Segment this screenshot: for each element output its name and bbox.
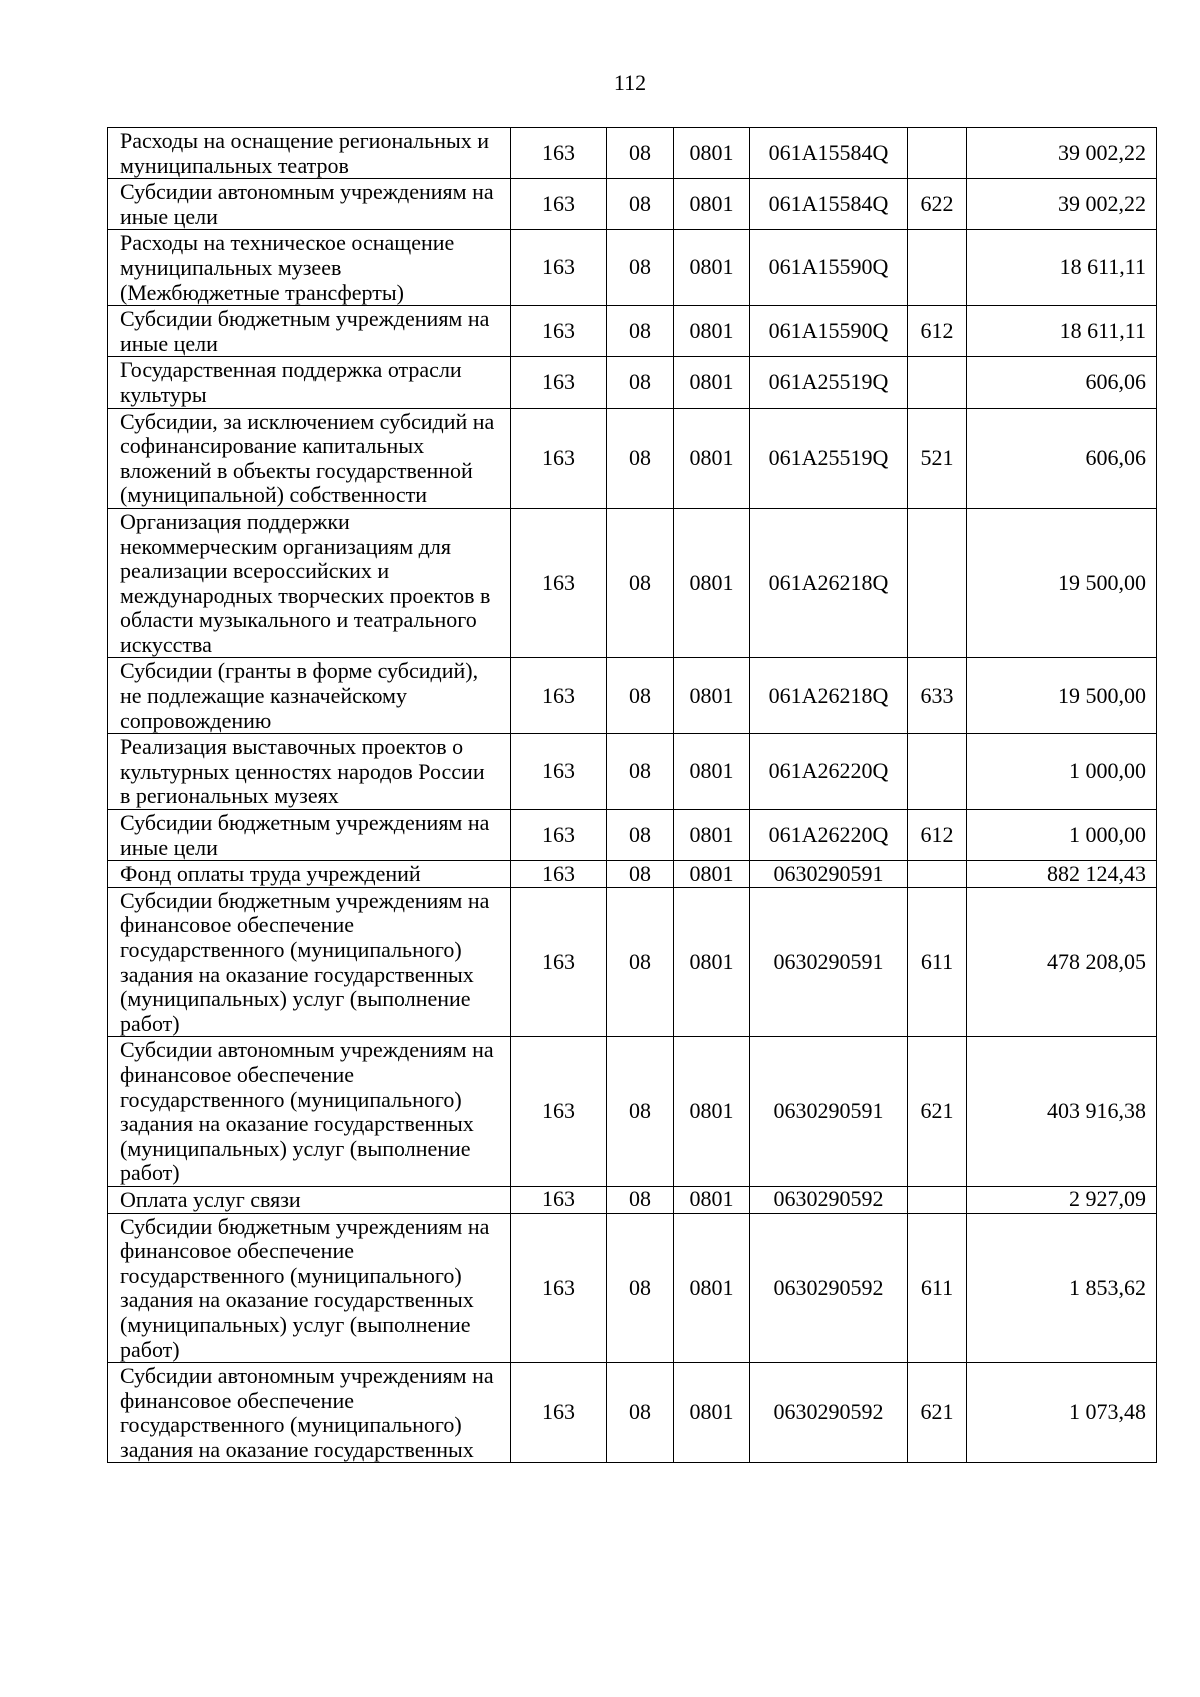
cell-subsection: 0801 — [674, 1213, 750, 1363]
cell-name: Субсидии, за исключением субсидий на софинансирование капитальных вложений в объекты государственной (муниципальной) собственности — [108, 408, 511, 508]
cell-name: Расходы на техническое оснащение муниципальных музеев (Межбюджетные трансферты) — [108, 230, 511, 306]
cell-target-article: 0630290591 — [750, 887, 908, 1037]
cell-target-article: 061A15584Q — [750, 179, 908, 230]
cell-target-article: 0630290592 — [750, 1213, 908, 1363]
cell-grbs: 163 — [511, 306, 607, 357]
cell-target-article: 061A25519Q — [750, 357, 908, 408]
cell-amount: 882 124,43 — [967, 861, 1157, 888]
cell-subsection: 0801 — [674, 179, 750, 230]
table-row — [108, 1213, 1157, 1363]
cell-subsection: 0801 — [674, 1037, 750, 1187]
cell-grbs: 163 — [511, 658, 607, 734]
cell-name: Организация поддержки некоммерческим организациям для реализации всероссийских и международных творческих проектов в области музыкального и театрального искусства — [108, 508, 511, 658]
cell-amount: 19 500,00 — [967, 508, 1157, 658]
cell-name: Государственная поддержка отрасли культуры — [108, 357, 511, 408]
cell-subsection: 0801 — [674, 810, 750, 861]
cell-target-article: 0630290592 — [750, 1186, 908, 1213]
cell-section: 08 — [607, 408, 674, 508]
cell-name: Субсидии бюджетным учреждениям на иные цели — [108, 306, 511, 357]
cell-grbs: 163 — [511, 179, 607, 230]
table-row — [108, 357, 1157, 408]
cell-section: 08 — [607, 230, 674, 306]
cell-amount: 1 000,00 — [967, 810, 1157, 861]
cell-grbs: 163 — [511, 1037, 607, 1187]
cell-expense-type: 621 — [908, 1037, 967, 1187]
cell-expense-type: 612 — [908, 810, 967, 861]
table-row — [108, 658, 1157, 734]
cell-expense-type — [908, 861, 967, 888]
cell-grbs: 163 — [511, 810, 607, 861]
cell-name: Субсидии (гранты в форме субсидий), не подлежащие казначейскому сопровождению — [108, 658, 511, 734]
cell-target-article: 0630290591 — [750, 1037, 908, 1187]
cell-subsection: 0801 — [674, 1186, 750, 1213]
cell-target-article: 0630290592 — [750, 1363, 908, 1463]
cell-expense-type: 612 — [908, 306, 967, 357]
cell-name: Субсидии бюджетным учреждениям на иные цели — [108, 810, 511, 861]
cell-amount: 2 927,09 — [967, 1186, 1157, 1213]
table-row — [108, 306, 1157, 357]
cell-amount: 1 000,00 — [967, 734, 1157, 810]
cell-amount: 18 611,11 — [967, 230, 1157, 306]
table-row — [108, 230, 1157, 306]
table-row — [108, 508, 1157, 658]
cell-subsection: 0801 — [674, 357, 750, 408]
table-row — [108, 1037, 1157, 1187]
cell-target-article: 061A26218Q — [750, 658, 908, 734]
cell-section: 08 — [607, 1213, 674, 1363]
cell-grbs: 163 — [511, 408, 607, 508]
cell-subsection: 0801 — [674, 734, 750, 810]
cell-subsection: 0801 — [674, 887, 750, 1037]
cell-grbs: 163 — [511, 1186, 607, 1213]
budget-table — [107, 127, 1157, 1463]
cell-name: Реализация выставочных проектов о культурных ценностях народов России в региональных музеях — [108, 734, 511, 810]
cell-subsection: 0801 — [674, 658, 750, 734]
cell-target-article: 061A15590Q — [750, 306, 908, 357]
cell-section: 08 — [607, 357, 674, 408]
cell-target-article: 061A15584Q — [750, 128, 908, 179]
cell-grbs: 163 — [511, 1213, 607, 1363]
cell-expense-type — [908, 734, 967, 810]
cell-expense-type: 521 — [908, 408, 967, 508]
cell-name: Оплата услуг связи — [108, 1186, 511, 1213]
cell-grbs: 163 — [511, 734, 607, 810]
cell-subsection: 0801 — [674, 230, 750, 306]
cell-grbs: 163 — [511, 861, 607, 888]
cell-expense-type: 633 — [908, 658, 967, 734]
cell-section: 08 — [607, 810, 674, 861]
cell-amount: 39 002,22 — [967, 179, 1157, 230]
cell-expense-type — [908, 128, 967, 179]
cell-section: 08 — [607, 861, 674, 888]
table-row — [108, 128, 1157, 179]
cell-name: Субсидии автономным учреждениям на финансовое обеспечение государственного (муниципального) задания на оказание государственных (муниципальных) услуг (выполнение работ) — [108, 1037, 511, 1187]
cell-section: 08 — [607, 1037, 674, 1187]
cell-grbs: 163 — [511, 230, 607, 306]
table-row — [108, 861, 1157, 888]
cell-amount: 18 611,11 — [967, 306, 1157, 357]
cell-name: Субсидии бюджетным учреждениям на финансовое обеспечение государственного (муниципального) задания на оказание государственных (муниципальных) услуг (выполнение работ) — [108, 1213, 511, 1363]
cell-expense-type: 621 — [908, 1363, 967, 1463]
cell-section: 08 — [607, 179, 674, 230]
cell-expense-type — [908, 230, 967, 306]
cell-grbs: 163 — [511, 128, 607, 179]
cell-amount: 1 073,48 — [967, 1363, 1157, 1463]
cell-grbs: 163 — [511, 508, 607, 658]
cell-amount: 606,06 — [967, 357, 1157, 408]
cell-grbs: 163 — [511, 887, 607, 1037]
cell-section: 08 — [607, 887, 674, 1037]
cell-name: Субсидии бюджетным учреждениям на финансовое обеспечение государственного (муниципального) задания на оказание государственных (муниципальных) услуг (выполнение работ) — [108, 887, 511, 1037]
cell-amount: 403 916,38 — [967, 1037, 1157, 1187]
table-row — [108, 887, 1157, 1037]
cell-amount: 19 500,00 — [967, 658, 1157, 734]
cell-target-article: 061A25519Q — [750, 408, 908, 508]
table-row — [108, 1186, 1157, 1213]
cell-expense-type: 622 — [908, 179, 967, 230]
cell-subsection: 0801 — [674, 306, 750, 357]
cell-expense-type — [908, 508, 967, 658]
cell-subsection: 0801 — [674, 128, 750, 179]
cell-target-article: 061A26220Q — [750, 734, 908, 810]
cell-name: Расходы на оснащение региональных и муниципальных театров — [108, 128, 511, 179]
cell-target-article: 061A26218Q — [750, 508, 908, 658]
cell-expense-type — [908, 1186, 967, 1213]
cell-subsection: 0801 — [674, 1363, 750, 1463]
cell-section: 08 — [607, 1186, 674, 1213]
cell-name: Субсидии автономным учреждениям на финансовое обеспечение государственного (муниципального) задания на оказание государственных — [108, 1363, 511, 1463]
cell-grbs: 163 — [511, 357, 607, 408]
table-row — [108, 810, 1157, 861]
table-row — [108, 408, 1157, 508]
cell-target-article: 061A26220Q — [750, 810, 908, 861]
cell-target-article: 0630290591 — [750, 861, 908, 888]
table-row — [108, 1363, 1157, 1463]
cell-section: 08 — [607, 1363, 674, 1463]
cell-section: 08 — [607, 734, 674, 810]
cell-expense-type: 611 — [908, 1213, 967, 1363]
cell-subsection: 0801 — [674, 408, 750, 508]
cell-grbs: 163 — [511, 1363, 607, 1463]
cell-amount: 39 002,22 — [967, 128, 1157, 179]
cell-subsection: 0801 — [674, 861, 750, 888]
table-row — [108, 734, 1157, 810]
cell-name: Субсидии автономным учреждениям на иные цели — [108, 179, 511, 230]
cell-amount: 478 208,05 — [967, 887, 1157, 1037]
cell-amount: 606,06 — [967, 408, 1157, 508]
cell-subsection: 0801 — [674, 508, 750, 658]
cell-expense-type — [908, 357, 967, 408]
cell-section: 08 — [607, 128, 674, 179]
table-row — [108, 179, 1157, 230]
cell-section: 08 — [607, 306, 674, 357]
cell-target-article: 061A15590Q — [750, 230, 908, 306]
budget-table-body — [108, 128, 1157, 1463]
cell-section: 08 — [607, 658, 674, 734]
page-number: 112 — [613, 70, 647, 95]
cell-section: 08 — [607, 508, 674, 658]
cell-name: Фонд оплаты труда учреждений — [108, 861, 511, 888]
cell-amount: 1 853,62 — [967, 1213, 1157, 1363]
cell-expense-type: 611 — [908, 887, 967, 1037]
